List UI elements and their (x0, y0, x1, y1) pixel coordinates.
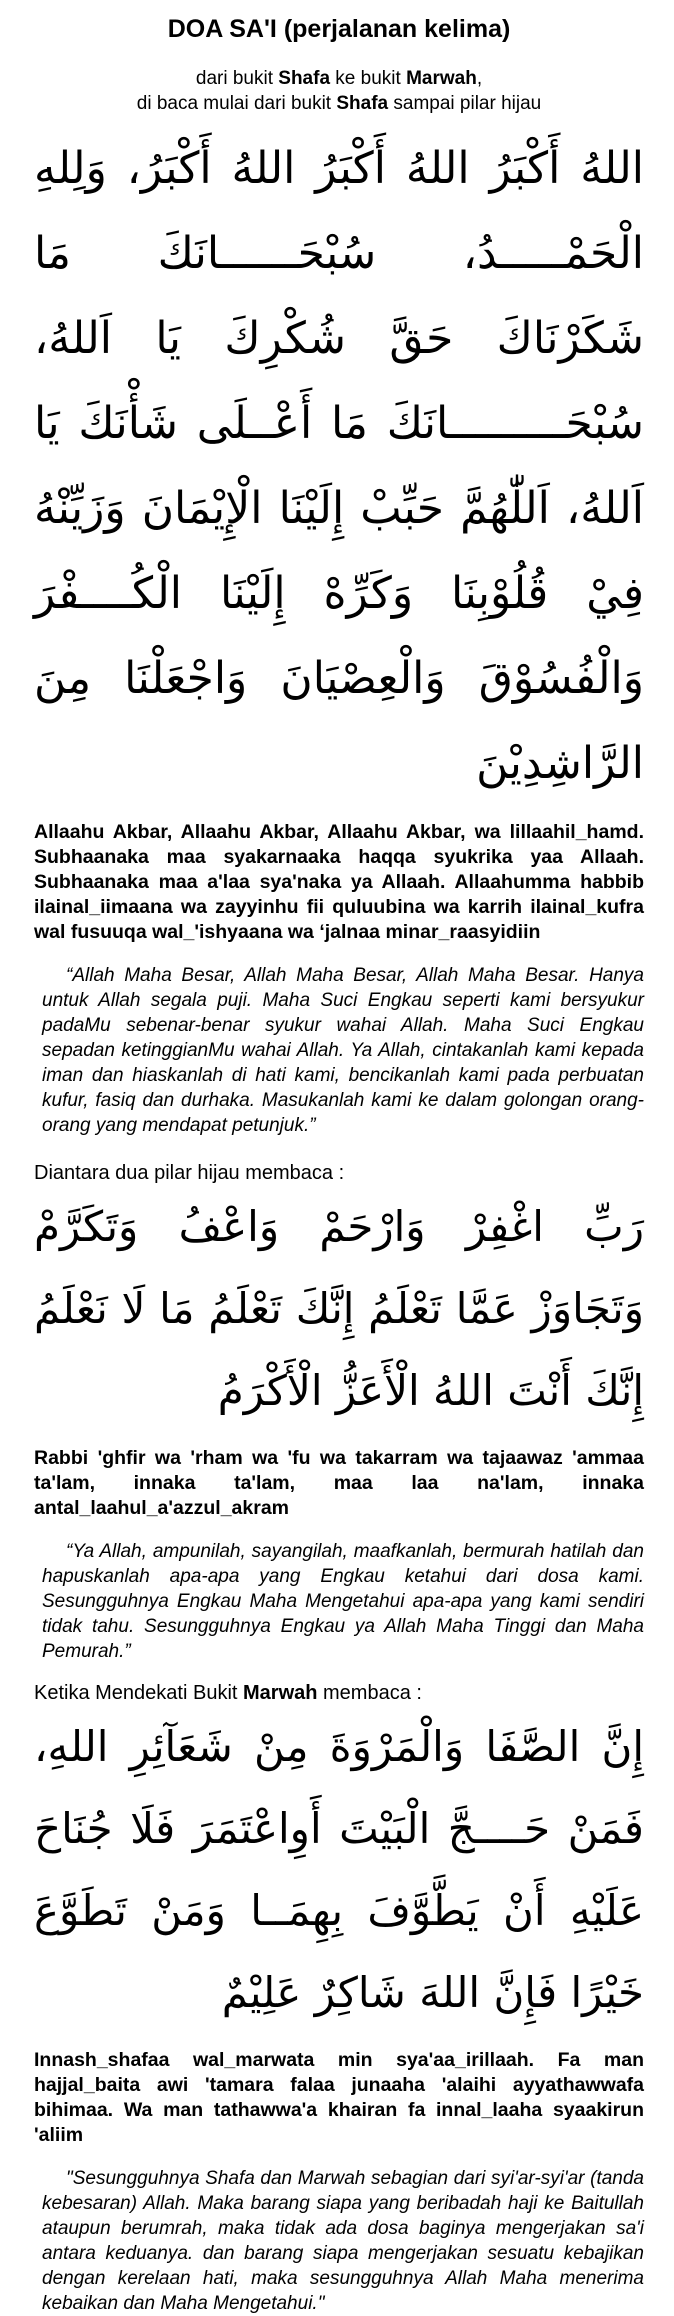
subtitle (34, 66, 644, 116)
translation-1: “Allah Maha Besar, Allah Maha Besar, Allah Maha Besar. Hanya untuk Allah segala puji. Maha Suci Engkau seperti kami bersyukur padaMu sebenar-benar syukur wahai Allah. Maha Suci Engkau sepadan ketinggianMu wahai Allah. Ya Allah, cintakanlah kami kepada iman dan hiaskanlah di hati kami, bencikanlah kami pada perbuatan kufur, fasiq dan durhaka. Masukanlah kami ke dalam golongan orang-orang yang mendapat petunjuk.” (42, 965, 644, 1136)
section-heading-3 (34, 1680, 644, 1706)
subtitle-shafa: Shafa (336, 93, 389, 114)
heading-text: Ketika Mendekati Bukit (34, 1682, 243, 1704)
arabic-prayer-3: إِنَّ الصَّفَا وَالْمَرْوَةَ مِنْ شَعَآئِرِ اللهِ، فَمَنْ حَــــجَّ الْبَيْتَ أَوِاعْتَمَرَ فَلَا جُنَاحَ عَلَيْهِ أَنْ يَطَّوَّفَ بِهِمَــا وَمَنْ تَطَوَّعَ خَيْرًا فَإِنَّ اللهَ شَاكِرٌ عَلِيْمٌ (34, 1722, 644, 2017)
subtitle-shafa: Shafa (278, 68, 331, 89)
subtitle-marwah: Marwah (406, 68, 477, 89)
translation-2: “Ya Allah, ampunilah, sayangilah, maafkanlah, bermurah hatilah dan hapuskanlah apa-apa yang Engkau ketahui dari dosa kami. Sesungguhnya Engkau Maha Mengetahui apa-apa yang kami sendiri tidak tahu. Sesungguhnya Engkau ya Allah Maha Tinggi dan Maha Pemurah.” (42, 1541, 644, 1662)
subtitle-text: , (476, 68, 483, 89)
title-bold: DOA SA'I ( (167, 15, 293, 43)
arabic-prayer-2: رَبِّ اغْفِرْ وَارْحَمْ وَاعْفُ وَتَكَرَّمْ وَتَجَاوَزْ عَمَّا تَعْلَمُ إِنَّكَ تَعْلَمُ مَا لَا نَعْلَمُ إِنَّكَ أَنْتَ اللهُ الْأَعَزُّ الْأَكْرَمُ (34, 1202, 644, 1415)
subtitle-text: sampai pilar hijau (388, 93, 542, 114)
subtitle-text: di baca mulai dari bukit (136, 93, 337, 114)
latin-transliteration-1: Allaahu Akbar, Allaahu Akbar, Allaahu Akbar, wa lillaahil_hamd. Subhaanaka maa syakarnaaka haqqa syukrika yaa Allaah. Subhaanaka maa a'laa sya'naka ya Allaah. Allaahumma habbib ilainal_iimaana wa zayyinhu fii quluubina wa karrih ilainal_kufra wal fusuuqa wal_'ishyaana wa ‘jalnaa minar_raasyidiin (34, 821, 644, 943)
latin-transliteration-3: Innash_shafaa wal_marwata min sya'aa_irillaah. Fa man hajjal_baita awi 'tamara falaa junaaha 'alaihi ayyathawwafa bihimaa. Wa man tathawwa'a khairan fa innal_laaha syaakirun 'aliim (34, 2049, 644, 2146)
heading-text: membaca : (317, 1682, 422, 1704)
page-title (34, 14, 644, 44)
heading-marwah: Marwah (243, 1682, 318, 1704)
section-heading-2: Diantara dua pilar hijau membaca : (34, 1162, 345, 1184)
latin-transliteration-2: Rabbi 'ghfir wa 'rham wa 'fu wa takarram wa tajaawaz 'ammaa ta'lam, innaka ta'lam, maa laa na'lam, innaka antal_laahul_a'azzul_akram (34, 1447, 644, 1519)
arabic-prayer-1: اللهُ أَكْبَرُ اللهُ أَكْبَرُ اللهُ أَكْبَرُ، وَلِلهِ الْحَمْـــــدُ، سُبْحَــــــانَكَ مَا شَكَرْنَاكَ حَقَّ شُكْرِكَ يَا اَللهُ، سُبْحَـــــــــانَكَ مَا أَعْــلَى شَأْنَكَ يَا اَللهُ، اَللّٰهُمَّ حَبِّبْ إِلَيْنَا الْإِيْمَانَ وَزَيِّنْهُ فِيْ قُلُوْبِنَا وَكَرِّهْ إِلَيْنَا الْكُــــفْرَ وَالْفُسُوْقَ وَالْعِصْيَانَ وَاجْعَلْنَا مِنَ الرَّاشِدِيْنَ (34, 143, 644, 789)
translation-3: "Sesungguhnya Shafa dan Marwah sebagian dari syi'ar-syi'ar (tanda kebesaran) Allah. Maka barang siapa yang beribadah haji ke Baitullah ataupun berumrah, maka tidak ada dosa baginya mengerjakan sa'i antara keduanya. dan barang siapa mengerjakan sesuatu kebajikan dengan kerelaan hati, maka sesungguhnya Allah Maha menerima kebaikan dan Maha Mengetahui." (42, 2168, 644, 2314)
subtitle-text: dari bukit (195, 68, 279, 89)
subtitle-text: ke bukit (330, 68, 407, 89)
title-normal: perjalanan kelima) (292, 15, 511, 43)
